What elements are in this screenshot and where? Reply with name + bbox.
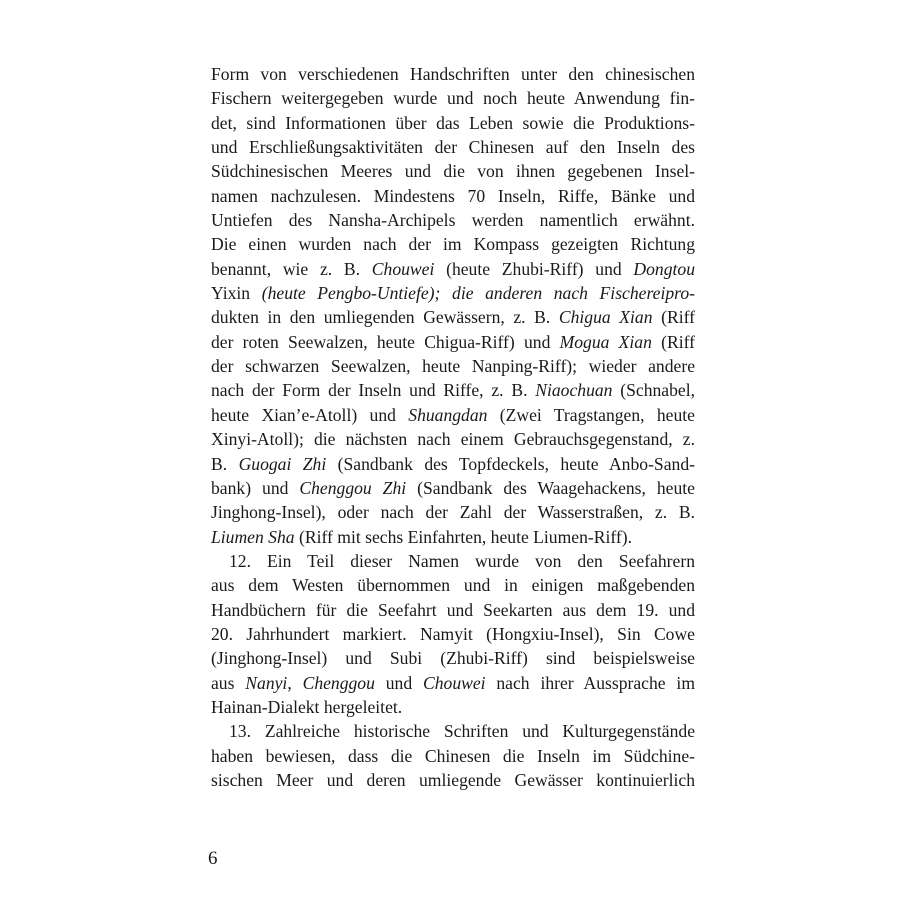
text-line: aus dem Westen übernommen und in einigen maßgebenden [211, 575, 695, 596]
text-line: haben bewiesen, dass die Chinesen die Inseln im Südchine- [211, 745, 695, 766]
text-line: sischen Meer und deren umliegende Gewässer kontinuierlich [211, 769, 695, 790]
text-line: dukten in den umliegenden Gewässern, z. B. Chigua Xian (Riff [211, 307, 696, 328]
text-line: 13. Zahlreiche historische Schriften und Kulturgegenstände [229, 721, 695, 742]
text-line: Die einen wurden nach der im Kompass gezeigten Richtung [211, 234, 695, 255]
text-line: (Jinghong-Insel) und Subi (Zhubi-Riff) sind beispielsweise [211, 648, 695, 669]
text-line: bank) und Chenggou Zhi (Sandbank des Waagehackens, heute [211, 477, 695, 498]
text-line: det, sind Informationen über das Leben sowie die Produktions- [211, 112, 695, 133]
text-line: Xinyi-Atoll); die nächsten nach einem Gebrauchsgegenstand, z. [211, 429, 695, 450]
text-line: Form von verschiedenen Handschriften unter den chinesischen [211, 64, 695, 84]
text-line: aus Nanyi, Chenggou und Chouwei nach ihrer Aussprache im [211, 672, 696, 693]
text-line: Handbüchern für die Seefahrt und Seekarten aus dem 19. und [211, 599, 695, 620]
text-line: namen nachzulesen. Mindestens 70 Inseln, Riffe, Bänke und [211, 185, 695, 206]
text-line: Fischern weitergegeben wurde und noch heute Anwendung fin- [211, 88, 695, 109]
text-line: Untiefen des Nansha-Archipels werden namentlich erwähnt. [211, 210, 695, 231]
body-text [211, 62, 695, 792]
text-line: Liumen Sha (Riff mit sechs Einfahrten, heute Liumen-Riff). [211, 526, 633, 547]
text-line: der roten Seewalzen, heute Chigua-Riff) und Mogua Xian (Riff [211, 331, 695, 352]
text-line: B. Guogai Zhi (Sandbank des Topfdeckels, heute Anbo-Sand- [211, 453, 695, 474]
text-line: und Erschließungsaktivitäten der Chinesen auf den Inseln des [211, 137, 695, 158]
text-line: heute Xian’e-Atoll) und Shuangdan (Zwei Tragstangen, heute [211, 404, 695, 425]
text-line: Yixin (heute Pengbo-Untiefe); die anderen nach Fischereipro- [211, 283, 695, 304]
page-number: 6 [208, 848, 218, 869]
text-line: 12. Ein Teil dieser Namen wurde von den Seefahrern [229, 550, 695, 571]
text-line: der schwarzen Seewalzen, heute Nanping-Riff); wieder andere [211, 356, 695, 377]
text-line: Hainan-Dialekt hergeleitet. [211, 696, 403, 717]
text-line: 20. Jahrhundert markiert. Namyit (Hongxiu-Insel), Sin Cowe [211, 623, 695, 644]
text-line: Jinghong-Insel), oder nach der Zahl der Wasserstraßen, z. B. [211, 502, 695, 523]
text-line: benannt, wie z. B. Chouwei (heute Zhubi-Riff) und Dongtou [211, 258, 695, 279]
text-line: Südchinesischen Meeres und die von ihnen gegebenen Insel- [211, 161, 695, 182]
text-line: nach der Form der Inseln und Riffe, z. B. Niaochuan (Schnabel, [211, 380, 695, 401]
